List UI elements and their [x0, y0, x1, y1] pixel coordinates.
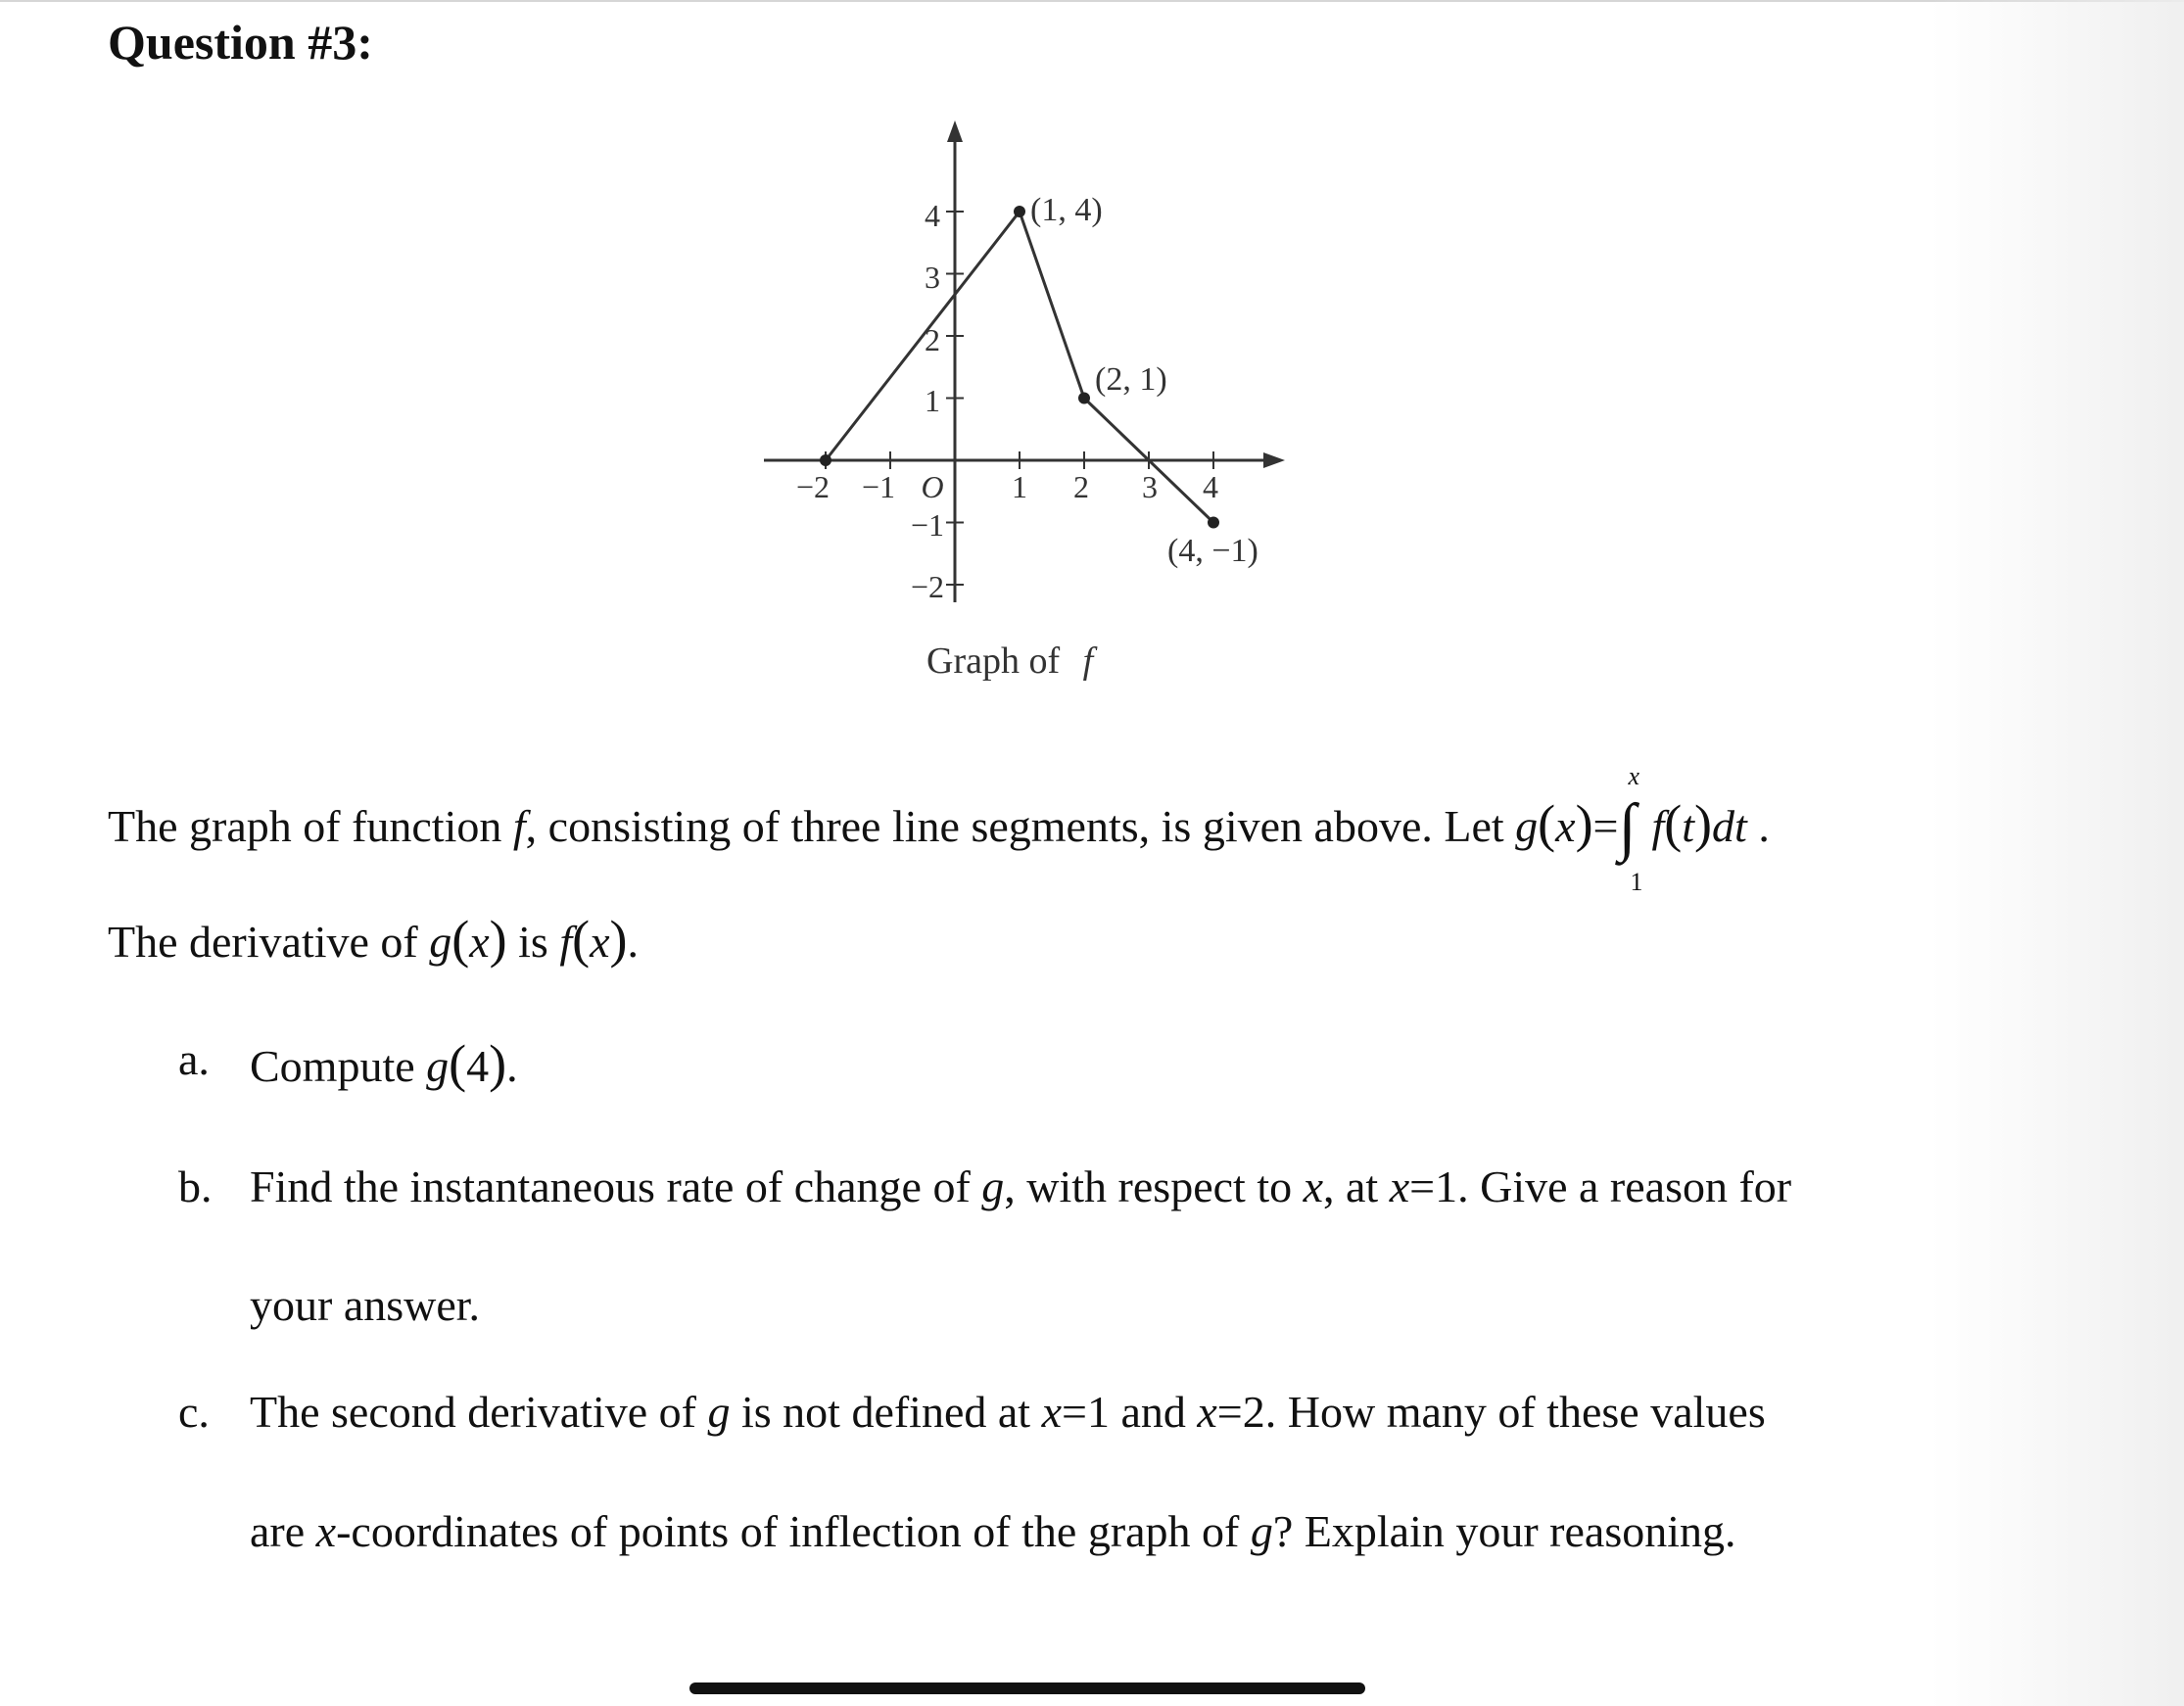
x-tick-label: 2	[1073, 469, 1089, 504]
paren: (	[449, 1034, 467, 1093]
item-b-text: , at	[1323, 1161, 1390, 1211]
item-b-line1	[250, 1161, 1791, 1212]
math-x: x	[590, 917, 610, 967]
x-tick-label: 4	[1203, 469, 1218, 504]
period: .	[506, 1041, 518, 1091]
point-label-2-1: (2, 1)	[1095, 361, 1167, 398]
x-tick-label: 1	[1012, 469, 1027, 504]
item-b-text: Find the instantaneous rate of change of	[250, 1161, 982, 1211]
math-g: g	[1515, 801, 1539, 851]
para1-f: f	[512, 801, 526, 851]
paren: (	[1664, 794, 1683, 853]
point-label-1-4: (1, 4)	[1030, 192, 1103, 228]
math-dt: dt	[1712, 801, 1747, 851]
item-b-text: , with respect to	[1004, 1161, 1304, 1211]
math-x: x	[469, 917, 490, 967]
paragraph-2	[108, 909, 639, 970]
math-f: f	[559, 917, 573, 967]
item-c-text: . How many of these values	[1264, 1387, 1766, 1437]
page-edge-shadow	[1929, 0, 2184, 1706]
top-divider	[0, 0, 2184, 2]
math-g: g	[981, 1161, 1005, 1211]
math-arg: 4	[466, 1041, 490, 1091]
item-c-line2	[250, 1505, 1736, 1557]
integral-sign: ∫ x 1	[1618, 762, 1643, 897]
paragraph-1	[108, 762, 1770, 897]
item-c-line1	[250, 1386, 1766, 1438]
question-title: Question #3:	[108, 15, 373, 70]
period: .	[627, 917, 639, 967]
math-x: x	[1041, 1387, 1062, 1437]
item-c-text: ? Explain your reasoning.	[1272, 1506, 1736, 1556]
y-tick-label: 3	[925, 260, 940, 295]
paren: )	[489, 1034, 507, 1093]
math-x: x	[1303, 1161, 1324, 1211]
period: .	[1758, 801, 1770, 851]
para1-text: , consisting of three line segments, is given above. Let	[525, 801, 1516, 851]
point-label-4-neg1: (4, −1)	[1167, 533, 1258, 569]
f-point	[820, 454, 831, 466]
item-c-text: are	[250, 1506, 316, 1556]
paren: )	[1575, 794, 1593, 853]
f-point	[1014, 206, 1025, 217]
y-tick-label: 4	[925, 198, 940, 233]
para1-text: The graph of function	[108, 801, 513, 851]
math-g: g	[1250, 1506, 1273, 1556]
x-tick-label: −1	[861, 469, 896, 504]
f-point	[1078, 393, 1090, 404]
item-c-text: is not defined at	[730, 1387, 1042, 1437]
item-b-line2: your answer.	[250, 1280, 481, 1330]
graph-caption-fn: f	[1082, 640, 1094, 682]
math-f: f	[1651, 801, 1665, 851]
x-tick-label: 3	[1142, 469, 1158, 504]
integral-lower-limit: 1	[1630, 868, 1643, 897]
math-eq: =1	[1409, 1161, 1458, 1211]
math-g: g	[426, 1041, 450, 1091]
paren: (	[451, 910, 470, 969]
y-tick-label: 1	[925, 383, 940, 418]
paren: )	[489, 910, 507, 969]
math-x: x	[1389, 1161, 1410, 1211]
paren: (	[572, 910, 591, 969]
graph-caption	[926, 640, 1098, 682]
item-a-line1	[250, 1033, 518, 1094]
x-tick-label: −2	[795, 469, 831, 504]
para2-text: The derivative of	[108, 917, 430, 967]
item-c-text: -coordinates of points of inflection of the graph of	[336, 1506, 1251, 1556]
f-point	[1208, 517, 1219, 529]
math-t: t	[1682, 801, 1695, 851]
x-axis-arrow	[1263, 452, 1285, 468]
y-axis-arrow	[947, 120, 963, 142]
paren: (	[1538, 794, 1556, 853]
paren: )	[609, 910, 628, 969]
item-c-label: c.	[178, 1387, 210, 1437]
item-c-text: The second derivative of	[250, 1387, 708, 1437]
y-tick-label: −1	[910, 507, 944, 543]
math-x: x	[1197, 1387, 1217, 1437]
integral-upper-limit: x	[1628, 762, 1640, 791]
math-eq: =1	[1062, 1387, 1110, 1437]
math-g: g	[707, 1387, 731, 1437]
graph-caption-prefix: Graph of	[926, 640, 1061, 682]
y-tick-label: 2	[925, 322, 940, 357]
item-b-label: b.	[178, 1161, 213, 1211]
math-x: x	[1555, 801, 1576, 851]
item-c-text: and	[1109, 1387, 1198, 1437]
equals-sign: =	[1592, 801, 1619, 851]
item-a-label: a.	[178, 1034, 210, 1084]
home-indicator-bar[interactable]	[689, 1682, 1365, 1694]
math-eq: =2	[1216, 1387, 1265, 1437]
item-b-text: . Give a reason for	[1457, 1161, 1792, 1211]
para2-text: is	[506, 917, 560, 967]
math-g: g	[429, 917, 452, 967]
origin-label: O	[921, 469, 944, 504]
item-a-text: Compute	[250, 1041, 427, 1091]
y-tick-label: −2	[910, 569, 944, 604]
graph-of-f	[744, 113, 1312, 700]
g-definition	[1515, 762, 1770, 897]
math-x: x	[315, 1506, 337, 1556]
paren: )	[1694, 794, 1713, 853]
